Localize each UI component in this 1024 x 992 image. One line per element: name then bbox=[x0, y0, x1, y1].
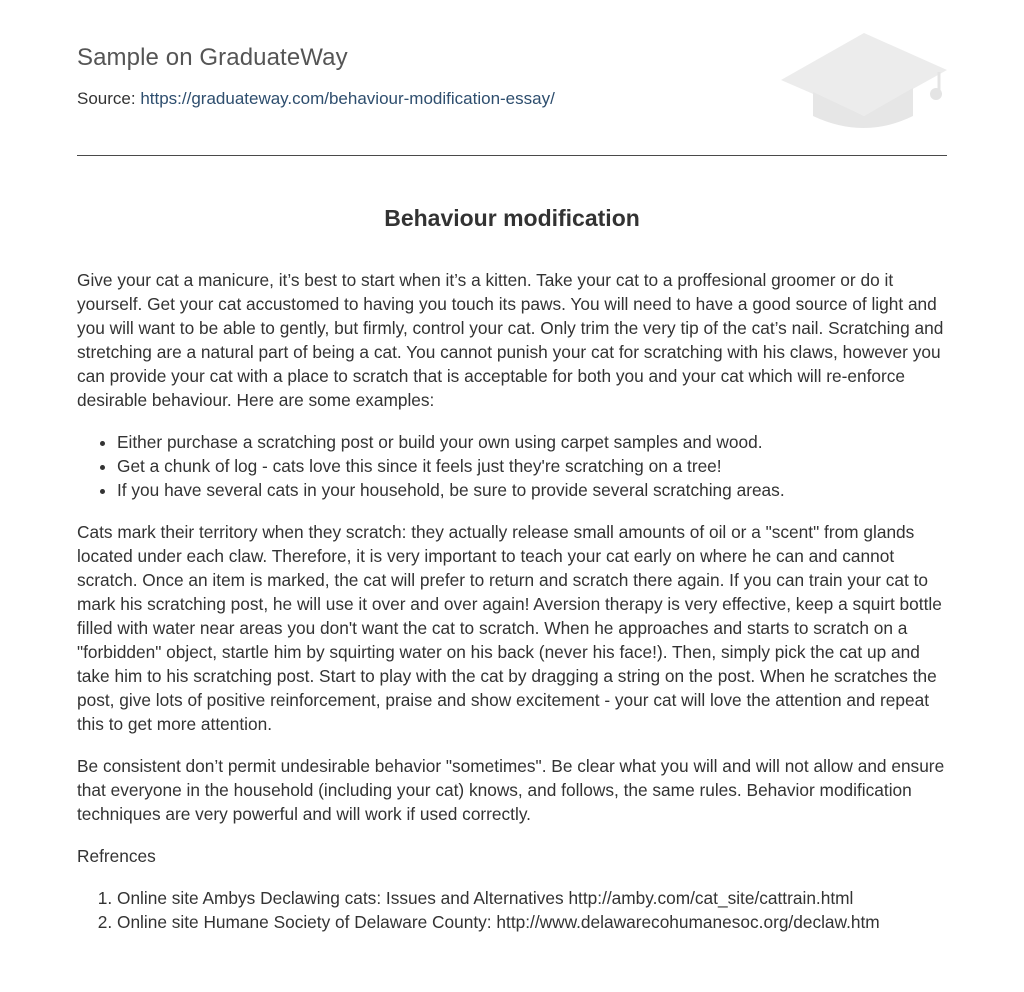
examples-list bbox=[77, 430, 947, 502]
references-heading: Refrences bbox=[77, 846, 156, 866]
reference-item: 1. Online site Ambys Declawing cats: Issues and Alternatives http://amby.com/cat_site/cattrain.html bbox=[117, 886, 947, 910]
site-title: Sample on GraduateWay bbox=[77, 44, 348, 71]
list-item: • Either purchase a scratching post or build your own using carpet samples and wood. bbox=[117, 430, 947, 454]
paragraph-2: Cats mark their territory when they scratch: they actually release small amounts of oil or a "scent" from glands located under each claw. Therefore, it is very important to teach your cat early on where he can and cannot scratch. Once an item is marked, the cat will prefer to return and scratch there again. If you can train your cat to mark his scratching post, he will use it over and over again! Aversion therapy is very effective, keep a squirt bottle filled with water near areas you don't want the cat to scratch. When he approaches and starts to scratch on a "forbidden" object, startle him by squirting water on his back (never his face!). Then, simply pick the cat up and take him to his scratching post. Start to play with the cat by dragging a string on the post. When he scratches the post, give lots of positive reinforcement, praise and show excitement - your cat will love the attention and repeat this to get more attention. bbox=[77, 522, 942, 734]
essay-body bbox=[77, 268, 947, 952]
source-label: Source: bbox=[77, 89, 141, 108]
essay-title: Behaviour modification bbox=[384, 205, 640, 231]
paragraph-1: Give your cat a manicure, it’s best to start when it’s a kitten. Take your cat to a proffesional groomer or do it yourself. Get your cat accustomed to having you touch its paws. You will need to have a good source of light and you will want to be able to gently, but firmly, control your cat. Only trim the very tip of the cat’s nail. Scratching and stretching are a natural part of being a cat. You cannot punish your cat for scratching with his claws, however you can provide your cat with a place to scratch that is acceptable for both you and your cat which will re-enforce desirable behaviour. Here are some examples: bbox=[77, 270, 944, 410]
list-item: • Get a chunk of log - cats love this since it feels just they're scratching on a tree! bbox=[117, 454, 947, 478]
header-divider bbox=[77, 155, 947, 156]
source-line bbox=[77, 89, 555, 109]
list-item: • If you have several cats in your household, be sure to provide several scratching areas. bbox=[117, 478, 947, 502]
source-link[interactable]: https://graduateway.com/behaviour-modification-essay/ bbox=[140, 89, 555, 108]
paragraph-3: Be consistent don’t permit undesirable behavior "sometimes". Be clear what you will and will not allow and ensure that everyone in the household (including your cat) knows, and follows, the same rules. Behavior modification techniques are very powerful and will work if used correctly. bbox=[77, 756, 945, 824]
graduation-cap-icon bbox=[781, 30, 947, 132]
references-list bbox=[77, 886, 947, 934]
reference-item: 2. Online site Humane Society of Delaware County: http://www.delawarecohumanesoc.org/declaw.htm bbox=[117, 910, 947, 934]
